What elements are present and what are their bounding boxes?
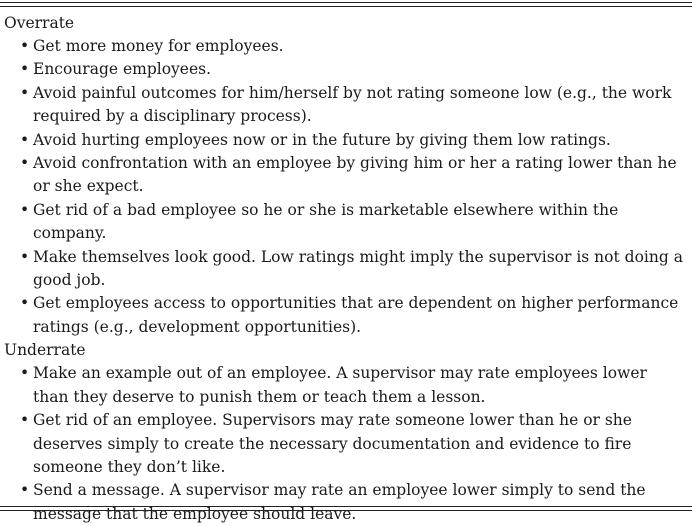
section-overrate [0,12,692,339]
bullet-icon: • [20,200,30,219]
item-text: Get employees access to opportunities that are dependent on higher performance ratings (e.g., development opportunities). [33,294,679,336]
bullet-icon: • [20,83,30,102]
list-item [0,199,692,246]
section-title: Underrate [4,341,86,360]
table-body [0,12,692,526]
bullet-icon: • [20,247,30,266]
bullet-icon: • [20,294,30,313]
item-text: Avoid confrontation with an employee by giving him or her a rating lower than he or she expect. [33,154,677,196]
underrate-list [0,362,692,526]
item-text: Make themselves look good. Low ratings might imply the supervisor is not doing a good job. [33,247,683,290]
list-item [0,246,692,293]
bullet-icon: • [20,154,30,173]
bottom-double-rule [0,506,692,511]
item-text: Avoid hurting employees now or in the future by giving them low ratings. [33,130,611,149]
item-text: Encourage employees. [33,60,212,79]
item-text: Send a message. A supervisor may rate an employee lower simply to send the message that the employee should leave. [33,481,646,523]
overrate-list [0,35,692,339]
bullet-icon: • [20,364,30,383]
list-item [0,35,692,58]
section-title: Overrate [4,14,75,32]
item-text: Avoid painful outcomes for him/herself by not rating someone low (e.g., the work required by a disciplinary process). [33,83,672,126]
list-item [0,82,692,129]
list-item [0,479,692,526]
list-item [0,409,692,479]
item-text: Get more money for employees. [33,37,284,55]
item-text: Make an example out of an employee. A supervisor may rate employees lower than they deserve to punish them or teach them a lesson. [33,364,647,406]
item-text: Get rid of an employee. Supervisors may rate someone lower than he or she deserves simply to create the necessary documentation and evidence to fire someone they don’t like. [33,411,632,476]
bullet-icon: • [20,60,30,79]
bullet-icon: • [20,481,30,500]
bullet-icon: • [20,37,30,55]
item-text: Get rid of a bad employee so he or she is marketable elsewhere within the company. [33,200,619,243]
section-underrate [0,339,692,526]
list-item [0,152,692,199]
bullet-icon: • [20,130,30,149]
list-item [0,292,692,339]
list-item [0,129,692,152]
top-double-rule [0,2,692,7]
bullet-icon: • [20,411,30,430]
list-item [0,58,692,81]
list-item [0,362,692,409]
